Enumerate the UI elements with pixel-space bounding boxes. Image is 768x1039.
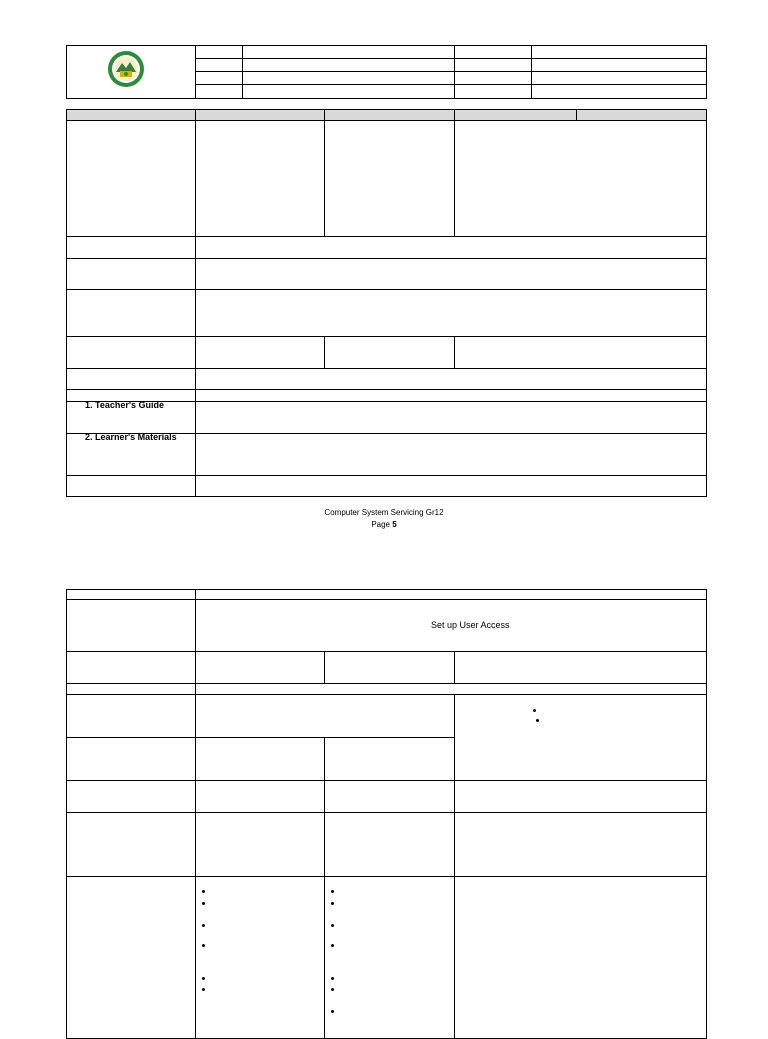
footer-page-prefix: Page xyxy=(371,520,393,529)
header-divider xyxy=(531,45,532,99)
header-row-line xyxy=(195,71,707,72)
footer-course-title: Computer System Servicing Gr12 xyxy=(324,508,444,517)
table-row-line xyxy=(66,737,454,738)
table-divider xyxy=(324,109,325,236)
table-row-line xyxy=(66,258,707,259)
lesson-title: Set up User Access xyxy=(431,620,510,630)
teachers-guide-label: 1. Teacher's Guide xyxy=(85,400,165,410)
bullet-point xyxy=(331,902,334,905)
table-divider xyxy=(576,109,577,120)
header-table xyxy=(66,45,707,99)
bullet-point xyxy=(202,944,205,947)
table-row-line xyxy=(66,236,707,237)
table-divider xyxy=(454,336,455,368)
table-row-line xyxy=(66,812,707,813)
table-row-line xyxy=(66,120,707,121)
bullet-point xyxy=(202,890,205,893)
table-row-line xyxy=(66,336,707,337)
bullet-point xyxy=(202,902,205,905)
table-row-line xyxy=(66,651,707,652)
table-divider xyxy=(324,737,325,1039)
table-divider xyxy=(324,651,325,683)
table-row-line xyxy=(66,683,707,684)
bullet-point xyxy=(331,924,334,927)
table-divider xyxy=(454,651,455,683)
table-divider xyxy=(195,589,196,1039)
bullet-point xyxy=(202,924,205,927)
table-row-line xyxy=(66,599,707,600)
bullet-point xyxy=(202,977,205,980)
table-divider xyxy=(454,694,455,1039)
header-divider xyxy=(454,45,455,99)
table-divider xyxy=(195,109,196,497)
table-row-line xyxy=(66,289,707,290)
lesson-table-2 xyxy=(66,589,707,1039)
footer-page xyxy=(0,520,768,529)
table-header-row xyxy=(67,110,706,120)
bullet-point xyxy=(533,709,536,712)
bullet-point xyxy=(331,944,334,947)
bullet-point xyxy=(331,977,334,980)
bullet-point xyxy=(331,1010,334,1013)
header-row-line xyxy=(195,58,707,59)
table-divider xyxy=(454,109,455,236)
table-row-line xyxy=(66,780,707,781)
footer-page-number: 5 xyxy=(392,520,397,529)
learners-materials-label: 2. Learner's Materials xyxy=(85,432,177,442)
header-divider xyxy=(195,45,196,99)
table-row-line xyxy=(66,368,707,369)
header-divider xyxy=(242,45,243,99)
bullet-point xyxy=(331,988,334,991)
school-seal-logo xyxy=(107,50,145,88)
table-row-line xyxy=(66,694,707,695)
table-row-line xyxy=(66,475,707,476)
table-row-line xyxy=(66,876,707,877)
bullet-point xyxy=(202,988,205,991)
header-row-line xyxy=(195,84,707,85)
table-divider xyxy=(324,336,325,368)
bullet-point xyxy=(536,719,539,722)
bullet-point xyxy=(331,890,334,893)
table-row-line xyxy=(66,389,707,390)
